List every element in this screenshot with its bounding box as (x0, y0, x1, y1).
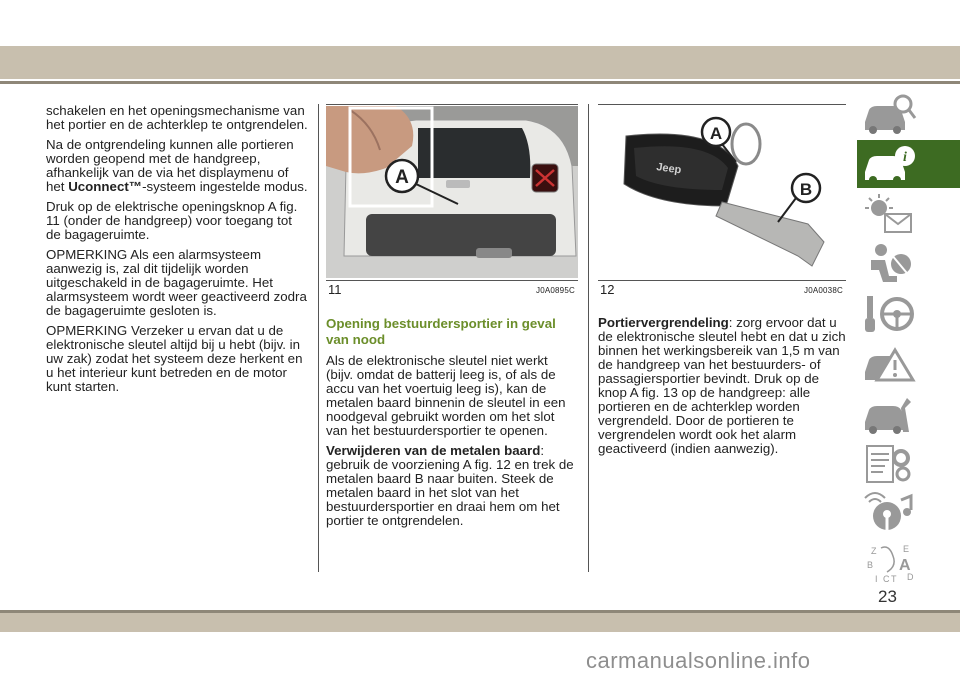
svg-text:Z: Z (871, 546, 877, 556)
column-divider (318, 104, 319, 572)
section-heading: Opening bestuurdersportier in geval van nood (326, 316, 556, 347)
chapter-tab-multimedia[interactable] (857, 490, 960, 538)
chapter-tab-emergency[interactable] (857, 340, 960, 388)
svg-text:I: I (875, 574, 878, 584)
figure-code: J0A0038C (804, 286, 843, 295)
seat-airbag-icon (861, 242, 917, 286)
key-steering-wheel-icon (861, 292, 917, 336)
chapter-tab-technical-data[interactable] (857, 440, 960, 488)
chapter-tab-car-info[interactable] (857, 140, 960, 188)
chapter-tab-maintenance[interactable] (857, 390, 960, 438)
note-paragraph: OPMERKING Verzeker u ervan dat u de elektronische sleutel altijd bij u hebt (bijv. in uw zak) zodat het systeem deze herkent en u het interieur kunt betreden en de motor kunt starten. (46, 323, 303, 394)
svg-text:C: C (883, 574, 890, 584)
car-wrench-icon (861, 392, 917, 436)
header-rule (0, 81, 960, 84)
top-band (0, 0, 960, 83)
figure-top-rule (598, 104, 846, 105)
chapter-tab-car-search[interactable] (857, 90, 960, 138)
svg-text:D: D (907, 572, 914, 582)
column-divider (588, 104, 589, 572)
jeep-key-illustration (598, 106, 846, 278)
header-bar (0, 46, 960, 79)
paragraph: Na de ontgrendeling kunnen alle portieren worden geopend met de handgreep, afhankelijk van de via het displaymenu of het Uconnect™-systeem ingestelde modus. (46, 137, 308, 194)
marker-b: B (799, 180, 813, 199)
page-number: 23 (878, 587, 897, 606)
paragraph: Als de elektronische sleutel niet werkt (bijv. omdat de batterij leeg is, of als de accu van het voertuig leeg is), kan de metalen baard binnenin de sleutel in een noodgeval gebruikt worden om het slot van het bestuurdersportier te openen. (326, 353, 566, 438)
chapter-tab-warning-lights[interactable] (857, 190, 960, 238)
warning-light-mail-icon (861, 192, 917, 236)
media-music-icon (861, 492, 917, 536)
svg-text:A: A (899, 557, 911, 574)
uconnect-label: Uconnect™ (68, 179, 143, 194)
figure-number: 12 (600, 282, 615, 297)
paragraph: schakelen en het openingsmechanisme van het portier en de achterklep te ontgrendelen. (46, 103, 308, 132)
note-paragraph: OPMERKING Als een alarmsysteem aanwezig is, zal dit tijdelijk worden uitgeschakeld in de bagageruimte. Het alarmsysteem wordt weer geactiveerd zodra de bagageruimte gesloten is. (46, 247, 307, 318)
car-search-icon (861, 92, 917, 136)
column-3 (598, 316, 846, 462)
footer-rule (0, 610, 960, 613)
figure-caption-rule (598, 280, 846, 281)
svg-text:E: E (903, 544, 910, 554)
figure-number: 11 (328, 282, 342, 297)
chapter-tab-starting-driving[interactable] (857, 290, 960, 338)
svg-text:B: B (867, 560, 874, 570)
footer-band (0, 610, 960, 632)
figure-11-image (326, 106, 578, 282)
figure-12-image (598, 106, 846, 282)
car-info-icon (861, 142, 917, 186)
spec-sheet-gears-icon (861, 442, 917, 486)
watermark: carmanualsonline.info (586, 648, 811, 673)
marker-a: A (709, 124, 723, 143)
column-2 (326, 316, 578, 534)
figure-caption-rule (326, 280, 578, 281)
paragraph: Verwijderen van de metalen baard: gebruik de voorziening A fig. 12 en trek de metalen baard B naar buiten. Steek de metalen baard in het slot van het bestuurdersportier en draai hem om het portier te ontgrendelen. (326, 443, 574, 528)
car-rear-illustration (326, 106, 578, 278)
figure-top-rule (326, 104, 578, 105)
brand-logo: Jeep (655, 161, 683, 177)
chapter-tab-safety[interactable] (857, 240, 960, 288)
car-warning-triangle-icon (861, 342, 917, 386)
bold-term: Portiervergrendeling (598, 315, 729, 330)
svg-text:T: T (891, 574, 897, 584)
chapter-tab-index[interactable] (857, 540, 960, 588)
paragraph: Portiervergrendeling: zorg ervoor dat u de elektronische sleutel hebt en dat u zich binnen het werkingsbereik van 1,5 m van de handgreep van het bestuurders- of passagiersportier bevindt. Druk op de knop A fig. 13 op de handgreep: alle portieren en de achterklep worden vergrendeld. Door de portieren te vergrendelen wordt ook het alarm geactiveerd (indien aanwezig). (598, 315, 846, 456)
alphabet-index-icon (861, 542, 917, 586)
column-1 (46, 104, 308, 400)
paragraph: Druk op de elektrische openingsknop A fig. 11 (onder de handgreep) voor toegang tot de bagageruimte. (46, 199, 298, 242)
bold-term: Verwijderen van de metalen baard (326, 443, 541, 458)
svg-text:i: i (903, 150, 907, 165)
marker-a: A (395, 167, 409, 188)
figure-code: J0A0895C (536, 286, 575, 295)
